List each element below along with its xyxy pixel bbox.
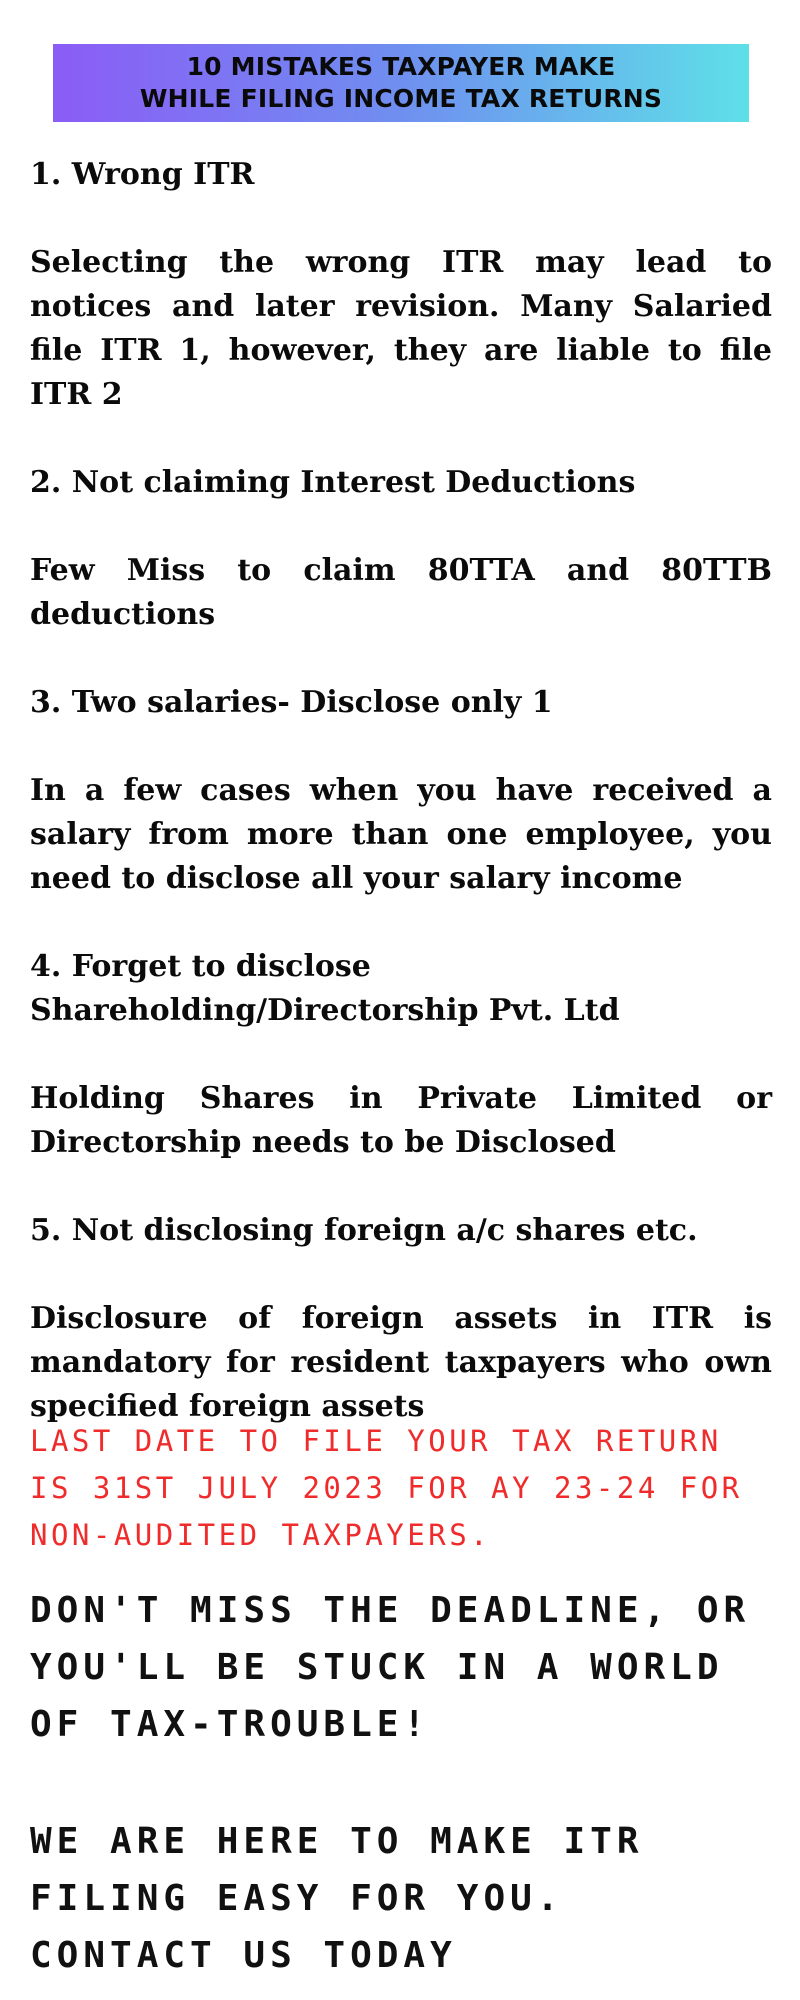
mistake-description: In a few cases when you have received a salary from more than one employee, you need to disclose all your salary income (30, 773, 772, 896)
deadline-note: LAST DATE TO FILE YOUR TAX RETURN IS 31ST JULY 2023 FOR AY 23-24 FOR NON-AUDITED TAXPAYERS. (30, 1424, 743, 1552)
mistake-description: Holding Shares in Private Limited or Directorship needs to be Disclosed (30, 1081, 772, 1160)
contact-call-to-action: WE ARE HERE TO MAKE ITR FILING EASY FOR YOU. CONTACT US TODAY (30, 1821, 644, 1976)
list-item (30, 153, 772, 417)
list-item (30, 945, 772, 1165)
mistake-heading: 1. Wrong ITR (30, 157, 255, 192)
mistake-heading: 3. Two salaries- Disclose only 1 (30, 685, 553, 720)
spacer (30, 725, 772, 769)
banner-title-line-2: WHILE FILING INCOME TAX RETURNS (139, 84, 663, 113)
spacer (30, 1253, 772, 1297)
spacer (30, 1033, 772, 1077)
mistakes-list (30, 153, 772, 1429)
mistake-heading: 4. Forget to disclose Shareholding/Directorship Pvt. Ltd (30, 949, 620, 1028)
list-item (30, 681, 772, 901)
spacer (30, 197, 772, 241)
mistake-heading: 2. Not claiming Interest Deductions (30, 465, 636, 500)
title-banner (53, 44, 749, 122)
mistake-description: Selecting the wrong ITR may lead to notices and later revision. Many Salaried file ITR 1, however, they are liable to file ITR 2 (30, 245, 772, 412)
mistake-description: Disclosure of foreign assets in ITR is mandatory for resident taxpayers who own specified foreign assets (30, 1301, 772, 1424)
spacer (30, 505, 772, 549)
banner-title-line-1: 10 MISTAKES TAXPAYER MAKE (186, 52, 616, 81)
list-item (30, 461, 772, 637)
list-item (30, 1209, 772, 1429)
deadline-warning: DON'T MISS THE DEADLINE, OR YOU'LL BE STUCK IN A WORLD OF TAX-TROUBLE! (30, 1590, 751, 1745)
mistake-heading: 5. Not disclosing foreign a/c shares etc. (30, 1213, 698, 1248)
mistake-description: Few Miss to claim 80TTA and 80TTB deductions (30, 553, 772, 632)
